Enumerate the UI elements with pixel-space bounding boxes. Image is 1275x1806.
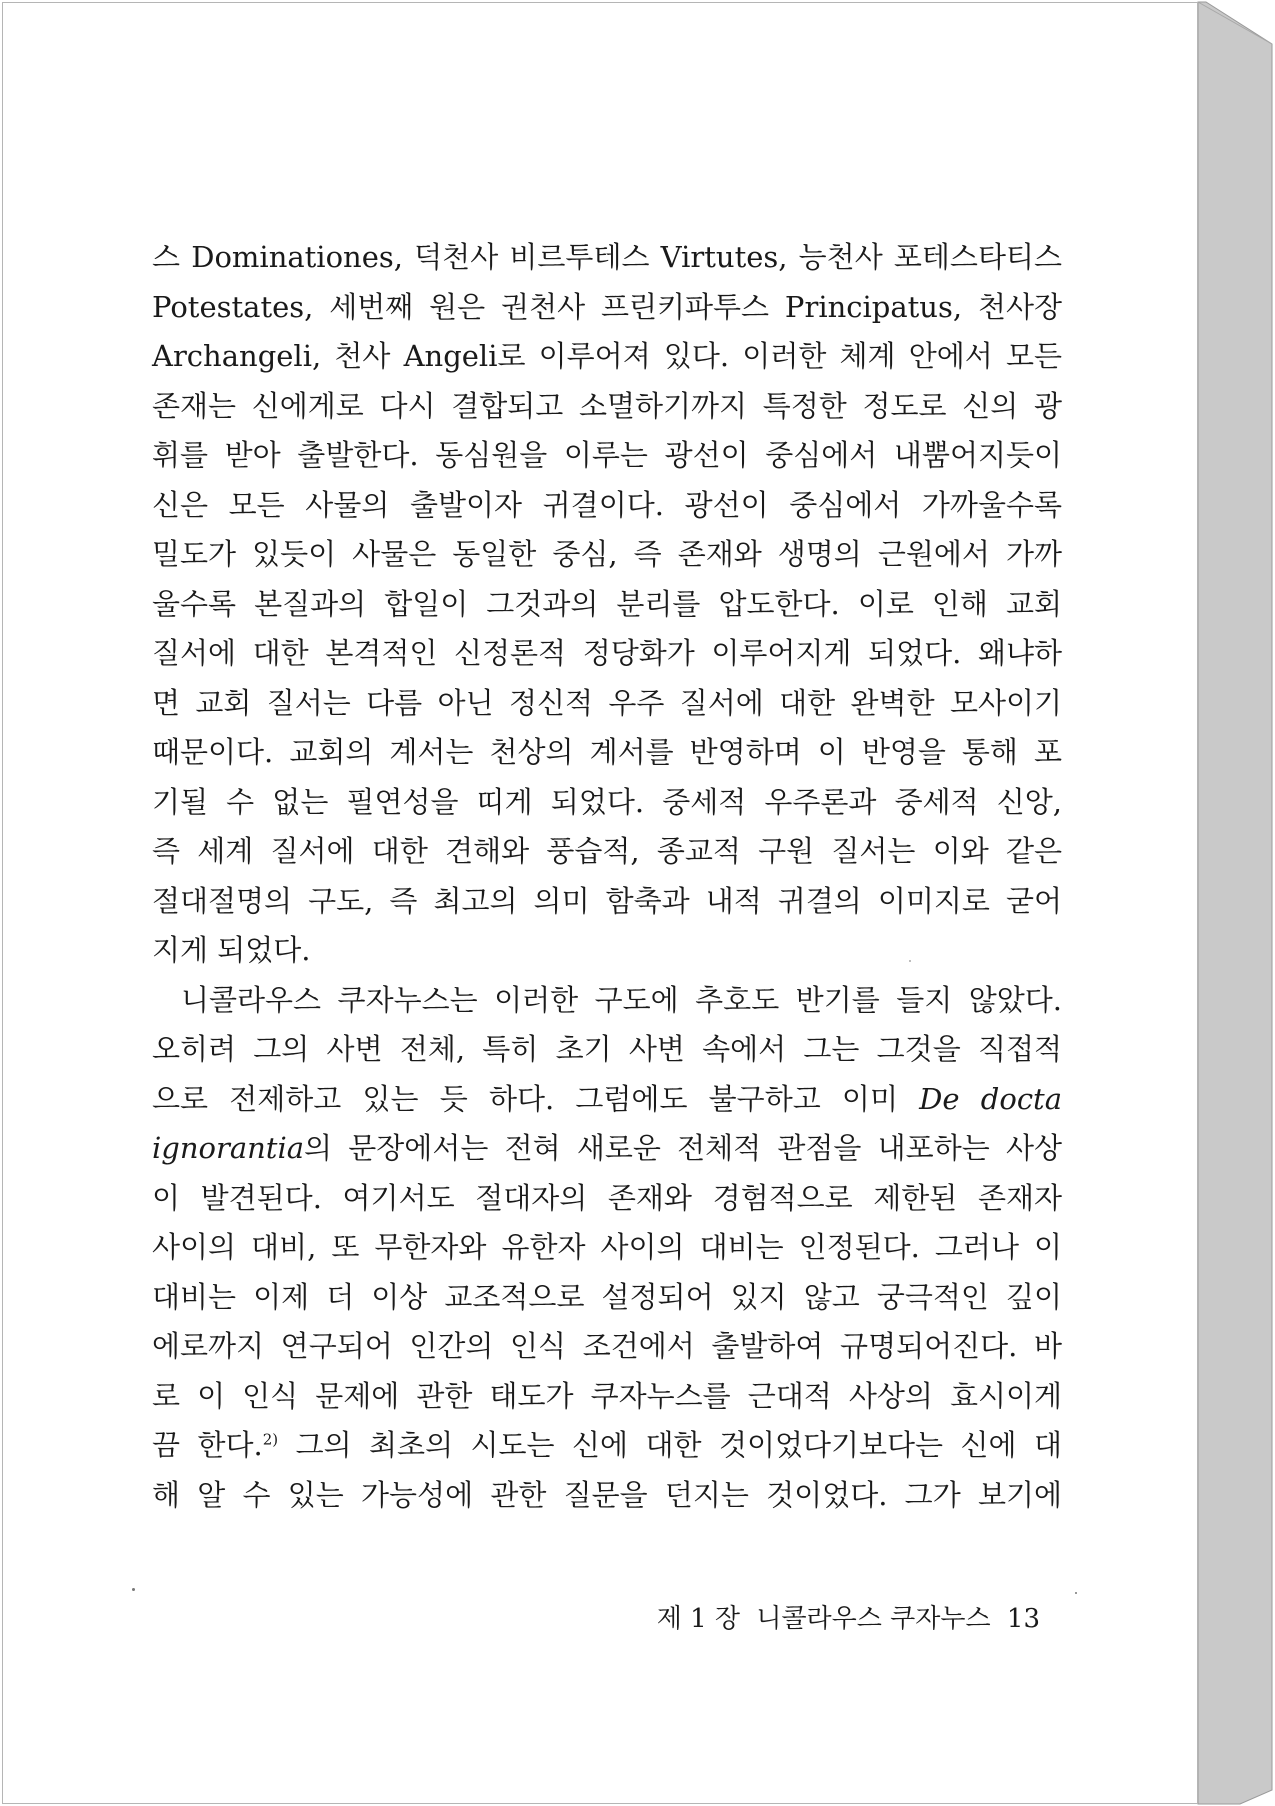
text-line: 신은 모든 사물의 출발이자 귀결이다. 광선이 중심에서 가까울수록	[152, 487, 1062, 522]
text-segment: 끔 한다.	[152, 1428, 263, 1462]
latin-title-italic: De docta	[919, 1081, 1062, 1116]
text-line: 로 이 인식 문제에 관한 태도가 쿠자누스를 근대적 사상의 효시이게	[152, 1378, 1062, 1413]
text-line: 기될 수 없는 필연성을 띠게 되었다. 중세적 우주론과 중세적 신앙,	[152, 784, 1062, 819]
scan-speck	[1075, 1592, 1077, 1594]
text-line: 밀도가 있듯이 사물은 동일한 중심, 즉 존재와 생명의 근원에서 가까	[152, 537, 1062, 571]
running-footer	[640, 1598, 1040, 1635]
body-text	[152, 233, 1062, 1520]
chapter-label: 제 1 장	[656, 1604, 741, 1634]
footnote-reference: 2)	[262, 1430, 279, 1449]
text-line: 스 Dominationes, 덕천사 비르투테스 Virtutes, 능천사 포테스타티스	[152, 240, 1062, 274]
text-line: 때문이다. 교회의 계서는 천상의 계서를 반영하며 이 반영을 통해 포	[152, 735, 1062, 769]
text-line: 울수록 본질과의 합일이 그것과의 분리를 압도한다. 이로 인해 교회	[152, 586, 1062, 621]
text-line: 존재는 신에게로 다시 결합되고 소멸하기까지 특정한 정도로 신의 광	[152, 388, 1062, 423]
text-line: Potestates, 세번째 원은 권천사 프린키파투스 Principatus, 천사장	[152, 289, 1062, 324]
text-line: 휘를 받아 출발한다. 동심원을 이루는 광선이 중심에서 내뿜어지듯이	[152, 438, 1062, 472]
text-line: 사이의 대비, 또 무한자와 유한자 사이의 대비는 인정된다. 그러나 이	[152, 1230, 1062, 1264]
text-segment: 의 문장에서는 전혀 새로운 전체적 관점을 내포하는 사상	[304, 1131, 1062, 1165]
text-line: 해 알 수 있는 가능성에 관한 질문을 던지는 것이었다. 그가 보기에	[152, 1477, 1062, 1512]
text-line: 오히려 그의 사변 전체, 특히 초기 사변 속에서 그는 그것을 직접적	[152, 1032, 1062, 1066]
text-line	[152, 1124, 1062, 1174]
latin-title-italic: ignorantia	[152, 1131, 305, 1165]
text-line: 에로까지 연구되어 인간의 인식 조건에서 출발하여 규명되어진다. 바	[152, 1329, 1062, 1363]
chapter-title: 니콜라우스 쿠자누스	[756, 1604, 991, 1634]
scan-speck	[132, 1588, 135, 1591]
text-line	[152, 1075, 1062, 1125]
text-line: 질서에 대한 본격적인 신정론적 정당화가 이루어지게 되었다. 왜냐하	[152, 636, 1062, 670]
text-line: Archangeli, 천사 Angeli로 이루어져 있다. 이러한 체계 안에서 모든	[152, 339, 1062, 373]
text-line: 절대절명의 구도, 즉 최고의 의미 함축과 내적 귀결의 이미지로 굳어	[152, 883, 1062, 918]
text-line: 면 교회 질서는 다름 아닌 정신적 우주 질서에 대한 완벽한 모사이기	[152, 685, 1062, 720]
page-number: 13	[1006, 1604, 1040, 1634]
text-line: 대비는 이제 더 이상 교조적으로 설정되어 있지 않고 궁극적인 깊이	[152, 1279, 1062, 1314]
text-line: 즉 세계 질서에 대한 견해와 풍습적, 종교적 구원 질서는 이와 같은	[152, 834, 1062, 868]
text-segment: 으로 전제하고 있는 듯 하다. 그럼에도 불구하고 이미	[152, 1081, 920, 1116]
text-line: 이 발견된다. 여기서도 절대자의 존재와 경험적으로 제한된 존재자	[152, 1180, 1062, 1215]
text-segment: 그의 최초의 시도는 신에 대한 것이었다기보다는 신에 대	[278, 1428, 1062, 1462]
text-line	[152, 1421, 1062, 1471]
paragraph-end-line: 지게 되었다.	[152, 933, 311, 967]
paragraph-start-line: 니콜라우스 쿠자누스는 이러한 구도에 추호도 반기를 들지 않았다.	[181, 982, 1062, 1017]
scan-speck	[909, 960, 911, 962]
